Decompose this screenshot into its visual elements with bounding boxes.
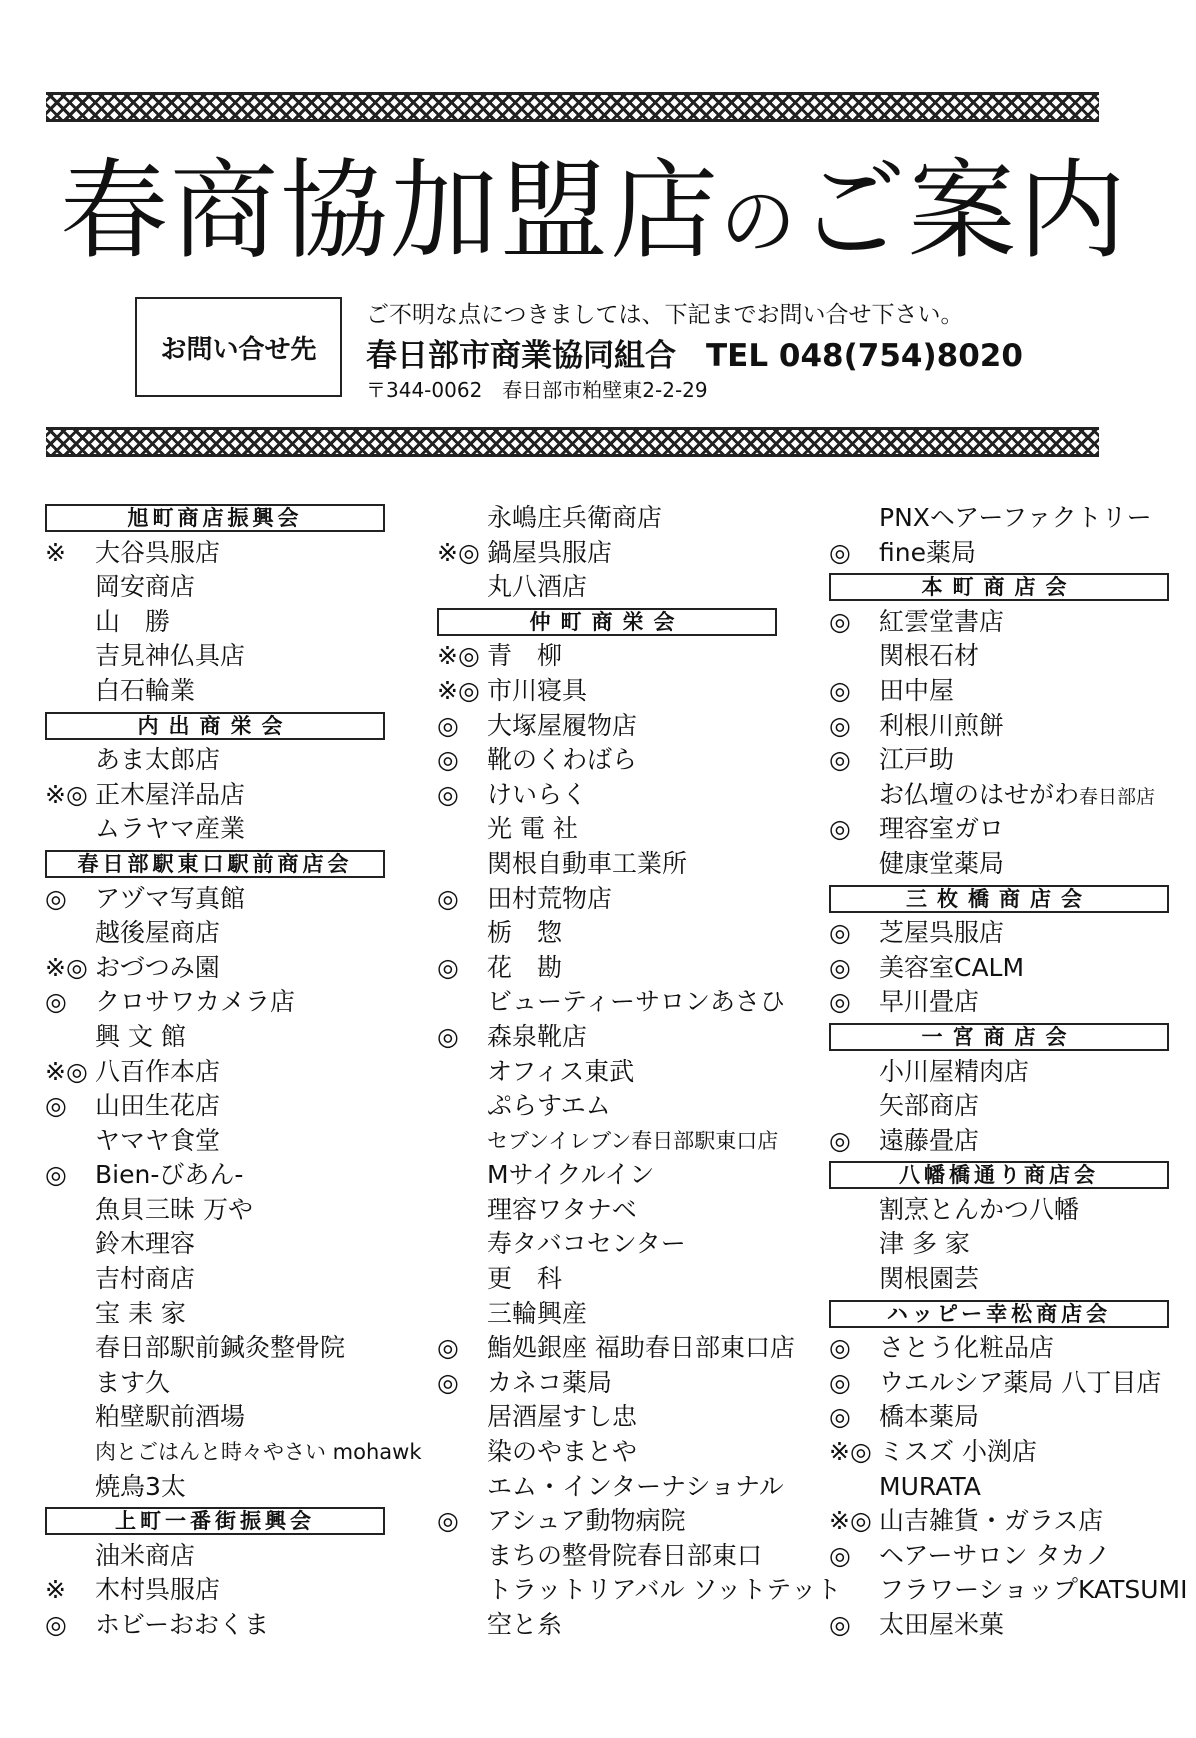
store-column-2 — [437, 501, 842, 1643]
store-item — [45, 570, 385, 605]
store-item — [45, 1297, 385, 1332]
store-item — [45, 1331, 385, 1366]
store-mark: ※◎ — [437, 641, 480, 671]
store-name: ミスズ 小渕店 — [879, 1437, 1037, 1467]
store-item — [829, 1124, 1169, 1159]
store-name: 興 文 館 — [95, 1021, 186, 1051]
store-item — [437, 1193, 777, 1228]
store-item — [45, 778, 385, 813]
store-name: 田村荒物店 — [487, 883, 613, 913]
store-item — [829, 674, 1169, 709]
store-item — [437, 639, 777, 674]
store-item — [437, 1435, 777, 1470]
store-name: 健康堂薬局 — [879, 848, 1005, 878]
store-name: 三輪興産 — [487, 1298, 588, 1328]
store-item — [45, 1089, 385, 1124]
store-name: 八百作本店 — [95, 1056, 221, 1086]
store-name: 関根園芸 — [879, 1264, 980, 1294]
store-item — [829, 709, 1169, 744]
store-mark: ◎ — [829, 1125, 851, 1155]
store-name: 正木屋洋品店 — [95, 779, 246, 809]
store-mark: ◎ — [829, 987, 851, 1017]
association-header: ハッピー幸松商店会 — [829, 1300, 1169, 1328]
store-name: 肉とごはんと時々やさい mohawk — [95, 1440, 422, 1465]
store-name: 大塚屋履物店 — [487, 710, 638, 740]
store-column-1 — [45, 501, 422, 1643]
store-mark: ※◎ — [829, 1437, 872, 1467]
store-item — [45, 1227, 385, 1262]
store-item — [45, 536, 385, 571]
store-name: 染のやまとや — [487, 1437, 638, 1467]
store-mark: ◎ — [45, 1610, 67, 1639]
store-name: 森泉靴店 — [487, 1021, 588, 1051]
store-name: 宝 耒 家 — [95, 1298, 186, 1328]
store-item — [437, 951, 777, 986]
store-name: 吉村商店 — [95, 1264, 196, 1294]
store-item — [829, 1400, 1169, 1435]
store-mark: ◎ — [45, 987, 67, 1017]
store-item — [437, 1366, 777, 1401]
store-item — [45, 1020, 385, 1055]
store-name: 靴のくわばら — [487, 745, 638, 775]
store-item — [45, 916, 385, 951]
store-item — [829, 1608, 1169, 1643]
store-name: MURATA — [879, 1471, 981, 1501]
store-name: 山吉雑貨・ガラス店 — [879, 1506, 1104, 1536]
store-mark: ◎ — [437, 1021, 459, 1051]
store-name: 大谷呉服店 — [95, 537, 221, 567]
store-name: 山田生花店 — [95, 1091, 221, 1121]
store-name: 焼鳥3太 — [95, 1471, 186, 1501]
store-item — [437, 882, 777, 917]
store-item — [45, 1124, 385, 1159]
store-item — [437, 1089, 777, 1124]
store-name: 太田屋米菓 — [879, 1610, 1005, 1639]
store-name: 木村呉服店 — [95, 1575, 221, 1605]
store-name: 栃 惣 — [487, 918, 563, 948]
store-name: オフィス東武 — [487, 1056, 635, 1086]
store-item — [45, 1435, 422, 1470]
store-item — [45, 674, 385, 709]
store-item — [45, 1573, 385, 1608]
store-name: ビューティーサロンあさひ — [487, 987, 786, 1017]
store-name: ムラヤマ産業 — [95, 814, 246, 844]
store-item — [829, 1089, 1169, 1124]
store-item — [437, 709, 777, 744]
store-name: 越後屋商店 — [95, 918, 221, 948]
store-mark: ◎ — [829, 675, 851, 705]
store-item — [437, 501, 777, 536]
store-item — [829, 536, 1169, 571]
store-mark: ◎ — [829, 1402, 851, 1432]
store-item — [45, 1158, 385, 1193]
store-item — [829, 1470, 1169, 1505]
store-mark: ◎ — [829, 710, 851, 740]
store-item — [829, 1262, 1169, 1297]
store-item — [45, 1366, 385, 1401]
store-name: fine薬局 — [879, 537, 976, 567]
store-name: ホビーおおくま — [95, 1610, 270, 1639]
store-name: 割烹とんかつ八幡 — [879, 1194, 1080, 1224]
store-item — [829, 1539, 1169, 1574]
store-name: 鮨処銀座 福助春日部東口店 — [487, 1333, 795, 1363]
store-item — [829, 847, 1169, 882]
store-item — [437, 985, 786, 1020]
store-name: 紅雲堂書店 — [879, 606, 1005, 636]
store-mark: ◎ — [437, 952, 459, 982]
store-item — [829, 501, 1169, 536]
store-name: 岡安商店 — [95, 572, 196, 602]
store-mark: ◎ — [437, 1367, 459, 1397]
store-name: 粕壁駅前酒場 — [95, 1402, 246, 1432]
store-item — [829, 916, 1169, 951]
store-name: まちの整骨院春日部東口 — [487, 1540, 763, 1570]
store-name: 早川畳店 — [879, 987, 980, 1017]
store-item — [45, 1608, 385, 1643]
store-item — [437, 1020, 777, 1055]
store-name: 関根自動車工業所 — [487, 848, 688, 878]
store-item — [45, 1055, 385, 1090]
store-name: 居酒屋すし忠 — [487, 1402, 638, 1432]
store-item — [829, 1193, 1169, 1228]
store-name: トラットリアバル ソットテット — [487, 1575, 842, 1605]
store-item — [45, 1193, 385, 1228]
store-item — [829, 743, 1169, 778]
top-decorative-border — [46, 92, 1099, 122]
store-mark: ◎ — [829, 1333, 851, 1363]
store-name: あま太郎店 — [95, 745, 221, 775]
association-header: 春日部駅東口駅前商店会 — [45, 850, 385, 878]
store-name: 理容室ガロ — [879, 814, 1005, 844]
store-mark: ◎ — [829, 537, 851, 567]
store-name: さとう化粧品店 — [879, 1333, 1055, 1363]
store-item — [437, 847, 777, 882]
store-name: 空と糸 — [487, 1610, 563, 1639]
store-item — [437, 1539, 777, 1574]
store-item — [829, 1504, 1169, 1539]
store-item — [437, 1055, 777, 1090]
store-mark: ※◎ — [829, 1506, 872, 1536]
store-name: 橋本薬局 — [879, 1402, 980, 1432]
store-mark: ◎ — [829, 1540, 851, 1570]
bottom-decorative-border — [46, 427, 1099, 457]
store-name: 関根石材 — [879, 641, 980, 671]
store-item — [437, 1608, 777, 1643]
store-name: セブンイレブン春日部駅東口店 — [487, 1128, 779, 1153]
store-mark: ◎ — [829, 606, 851, 636]
store-item — [437, 536, 777, 571]
store-mark: ◎ — [437, 745, 459, 775]
store-name: ヘアーサロン タカノ — [879, 1540, 1111, 1570]
association-header: 旭町商店振興会 — [45, 504, 385, 532]
store-mark: ◎ — [45, 1091, 67, 1121]
store-name: 更 科 — [487, 1264, 563, 1294]
store-item — [437, 916, 777, 951]
association-header: 一宮商店会 — [829, 1023, 1169, 1051]
store-item — [829, 1055, 1169, 1090]
store-item — [829, 1435, 1169, 1470]
store-name: 田中屋 — [879, 675, 955, 705]
store-item — [829, 1227, 1169, 1262]
store-mark: ◎ — [829, 1610, 851, 1639]
store-name: おづつみ園 — [95, 952, 220, 982]
store-mark: ※ — [45, 1575, 66, 1605]
store-name: 理容ワタナベ — [487, 1194, 637, 1224]
store-item — [437, 1262, 777, 1297]
store-mark: ※ — [45, 537, 66, 567]
store-name: Mサイクルイン — [487, 1160, 655, 1190]
store-name: 春日部駅前鍼灸整骨院 — [95, 1333, 346, 1363]
store-mark: ◎ — [829, 745, 851, 775]
store-name: 青 柳 — [487, 641, 563, 671]
store-item — [829, 985, 1169, 1020]
store-name: ぷらすエム — [487, 1091, 611, 1121]
store-name: 美容室CALM — [879, 952, 1025, 982]
association-header: 本町商店会 — [829, 573, 1169, 601]
association-header: 八幡橋通り商店会 — [829, 1161, 1169, 1189]
store-item — [45, 1400, 385, 1435]
store-name: アヅマ写真館 — [95, 883, 246, 913]
store-name: 芝屋呉服店 — [879, 918, 1005, 948]
store-item — [45, 605, 385, 640]
store-item — [437, 812, 777, 847]
page-title: 春商協加盟店のご案内 — [60, 149, 1129, 274]
store-name: 魚貝三昧 万や — [95, 1194, 253, 1224]
store-name: 丸八酒店 — [487, 572, 588, 602]
store-mark: ◎ — [829, 1367, 851, 1397]
store-item — [437, 1124, 777, 1159]
store-name: けいらく — [487, 779, 588, 809]
store-name: 山 勝 — [95, 606, 171, 636]
association-header: 上町一番街振興会 — [45, 1507, 385, 1535]
store-name: 小川屋精肉店 — [879, 1056, 1030, 1086]
store-name: 永嶋庄兵衛商店 — [487, 503, 663, 532]
store-item — [829, 1573, 1188, 1608]
store-name: 遠藤畳店 — [879, 1125, 980, 1155]
store-item — [437, 1573, 842, 1608]
store-item — [437, 778, 777, 813]
store-item — [45, 985, 385, 1020]
store-item — [829, 605, 1169, 640]
store-name: ます久 — [95, 1367, 171, 1397]
store-name: 鍋屋呉服店 — [487, 537, 613, 567]
store-mark: ◎ — [437, 883, 459, 913]
association-header: 三枚橋商店会 — [829, 885, 1169, 913]
store-item — [45, 1539, 385, 1574]
store-column-3 — [829, 501, 1188, 1643]
contact-address: 〒344-0062 春日部市粕壁東2-2-29 — [366, 378, 708, 402]
store-mark: ※◎ — [437, 675, 480, 705]
store-name: 津 多 家 — [879, 1229, 970, 1259]
store-mark: ◎ — [829, 814, 851, 844]
store-item — [45, 639, 385, 674]
store-name: 白石輪業 — [95, 675, 196, 705]
store-name: PNXヘアーファクトリー — [879, 503, 1152, 532]
store-item — [45, 812, 385, 847]
store-name: アシュア動物病院 — [487, 1506, 686, 1536]
store-item — [45, 1470, 385, 1505]
store-item — [437, 1504, 777, 1539]
store-name: 利根川煎餅 — [879, 710, 1005, 740]
store-item — [45, 743, 385, 778]
store-item — [45, 882, 385, 917]
store-mark: ◎ — [829, 918, 851, 948]
store-item — [45, 1262, 385, 1297]
store-item — [437, 1400, 777, 1435]
store-item — [437, 1297, 777, 1332]
store-item — [829, 1366, 1169, 1401]
store-name: 矢部商店 — [879, 1091, 980, 1121]
store-name: 光 電 社 — [487, 814, 578, 844]
store-item — [437, 674, 777, 709]
store-mark: ◎ — [45, 883, 67, 913]
store-name: カネコ薬局 — [487, 1367, 613, 1397]
store-name: Bien-びあん- — [95, 1160, 244, 1190]
store-name: 江戸助 — [879, 745, 955, 775]
store-item — [437, 1158, 777, 1193]
association-header: 内出商栄会 — [45, 712, 385, 740]
store-name-suffix: 春日部店 — [1079, 785, 1156, 808]
contact-org: 春日部市商業協同組合 TEL 048(754)8020 — [366, 338, 1023, 374]
store-item — [829, 639, 1169, 674]
store-name: クロサワカメラ店 — [95, 987, 296, 1017]
store-item — [829, 812, 1169, 847]
store-item — [829, 778, 1169, 813]
store-name: エム・インターナショナル — [487, 1471, 784, 1501]
store-mark: ※◎ — [45, 779, 88, 809]
store-item — [437, 743, 777, 778]
store-item — [437, 1331, 795, 1366]
store-mark: ◎ — [829, 952, 851, 982]
store-name: お仏壇のはせがわ春日部店 — [879, 779, 1156, 809]
store-name: フラワーショップKATSUMI — [879, 1575, 1188, 1605]
store-item — [45, 951, 385, 986]
association-header: 仲町商栄会 — [437, 608, 777, 636]
store-name: 寿タバコセンター — [487, 1229, 686, 1259]
store-item — [829, 1331, 1169, 1366]
store-mark: ※◎ — [437, 537, 480, 567]
store-mark: ◎ — [437, 710, 459, 740]
store-item — [437, 1227, 777, 1262]
contact-label-box: お問い合せ先 — [135, 297, 342, 397]
store-name: 市川寝具 — [487, 675, 588, 705]
store-name: ヤマヤ食堂 — [95, 1125, 221, 1155]
store-mark: ◎ — [45, 1160, 67, 1190]
store-item — [437, 570, 777, 605]
store-name: 鈴木理容 — [95, 1229, 196, 1259]
store-name: ウエルシア薬局 八丁目店 — [879, 1367, 1162, 1397]
store-mark: ◎ — [437, 1506, 459, 1536]
contact-note: ご不明な点につきましては、下記までお問い合せ下さい。 — [366, 302, 964, 328]
store-name: 油米商店 — [95, 1540, 196, 1570]
store-mark: ◎ — [437, 1333, 459, 1363]
store-mark: ※◎ — [45, 1056, 88, 1086]
store-name: 吉見神仏具店 — [95, 641, 246, 671]
store-mark: ◎ — [437, 779, 459, 809]
store-item — [829, 951, 1169, 986]
store-item — [437, 1470, 784, 1505]
contact-tel: TEL 048(754)8020 — [706, 338, 1023, 374]
store-mark: ※◎ — [45, 952, 88, 982]
store-name: 花 勘 — [487, 952, 563, 982]
